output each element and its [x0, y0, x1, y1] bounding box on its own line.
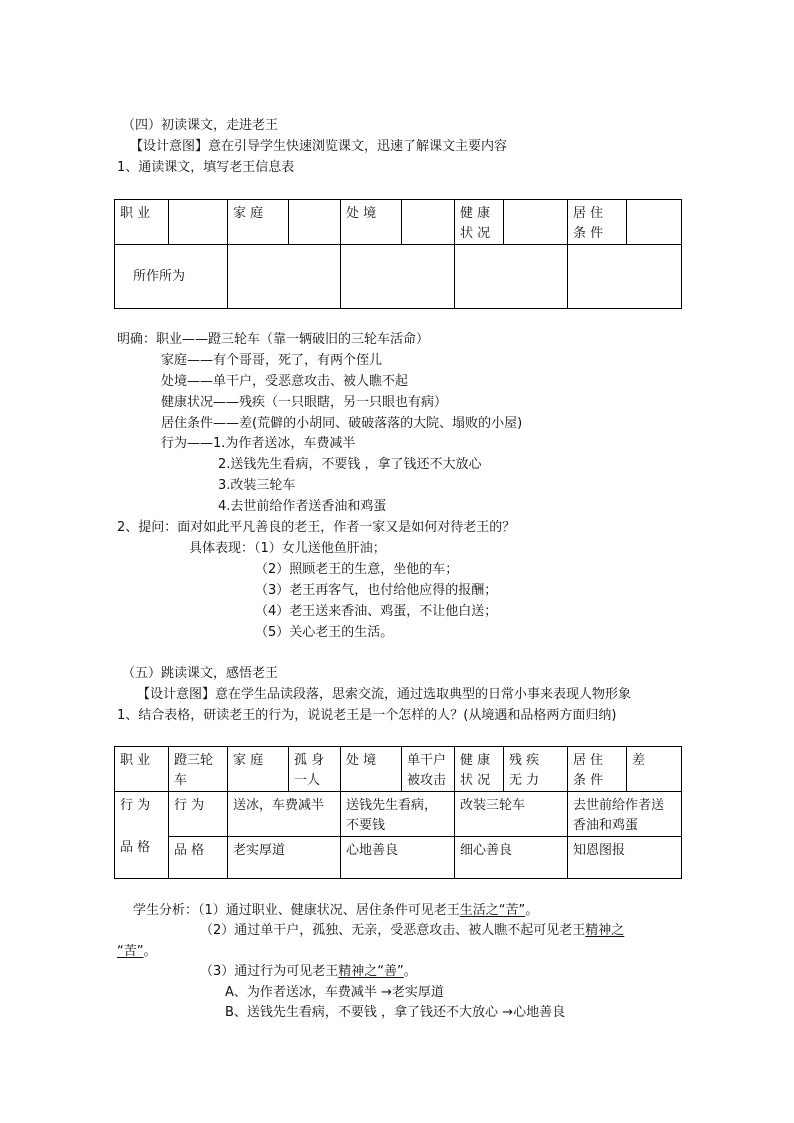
t1-cell-living: 居 住 条 件	[568, 200, 627, 245]
analysis-line-3	[117, 945, 157, 958]
analysis-line-1	[133, 904, 538, 917]
t2-cell-living-value: 差	[627, 747, 682, 792]
analysis-emphasis: 精神之“善”	[338, 964, 404, 979]
analysis-text: 。	[403, 964, 417, 979]
t1-cell-empty	[228, 245, 341, 309]
info-table-1	[114, 199, 682, 309]
t1-cell-actions-label: 所作所为	[115, 245, 228, 309]
t1-cell-empty	[504, 200, 568, 245]
t1-cell-empty	[289, 200, 341, 245]
t1-cell-empty	[568, 245, 682, 309]
t1-cell-occupation: 职 业	[115, 200, 169, 245]
answer-line: 居住条件——差(荒僻的小胡同、破破落落的大院、塌败的小屋)	[161, 416, 523, 431]
section4-task1: 1、通读课文，填写老王信息表	[117, 160, 295, 175]
t2-cell-action: 送钱先生看病， 不要钱	[341, 792, 455, 837]
analysis-line-4	[200, 965, 417, 978]
question2-title: 2、提问：面对如此平凡善良的老王，作者一家又是如何对待老王的？	[117, 520, 516, 535]
t2-cell-character: 细心善良	[455, 837, 568, 879]
t2-cell-character: 老实厚道	[228, 837, 341, 879]
analysis-text: （2）通过单干户，孤独、无亲，受恶意攻击、被人瞧不起可见老王	[200, 923, 586, 938]
section5-design-intent	[137, 688, 631, 701]
question2-item: （3）老王再客气，也付给他应得的报酬；	[255, 583, 498, 598]
answer-line: 3.改装三轮车	[218, 478, 296, 493]
t2-cell-action: 送冰，车费减半	[228, 792, 341, 837]
analysis-text: 。	[143, 944, 157, 959]
question2-item: （4）老王送来香油、鸡蛋，不让他白送；	[255, 604, 498, 619]
answer-line: 明确：职业——蹬三轮车（靠一辆破旧的三轮车活命）	[117, 332, 430, 347]
answer-line: 家庭——有个哥哥，死了，有两个侄儿	[161, 353, 383, 368]
t2-cell-character-label: 品 格	[169, 837, 228, 879]
design-intent-text: 意在引导学生快速浏览课文，迅速了解课文主要内容	[208, 139, 508, 154]
design-intent-tag: 【设计意图】	[130, 139, 209, 154]
answer-line: 处境——单干户，受恶意攻击、被人瞧不起	[161, 374, 409, 389]
answer-line: 行为——1.为作者送冰，车费减半	[161, 436, 356, 451]
section4-heading: （四）初读课文，走进老王	[122, 118, 279, 133]
analysis-text: 。	[525, 903, 539, 918]
design-intent-text: 意在学生品读段落，思索交流，通过选取典型的日常小事来表现人物形象	[215, 687, 632, 702]
answer-line: 健康状况——残疾（一只眼瞎，另一只眼也有病）	[161, 395, 448, 410]
t2-cell-character: 知恩图报	[568, 837, 682, 879]
answer-line: 4.去世前给作者送香油和鸡蛋	[218, 499, 387, 514]
t2-cell-living: 居 住 条 件	[568, 747, 627, 792]
t1-cell-situation: 处 境	[341, 200, 402, 245]
question2-lead: 具体表现：（1）女儿送他鱼肝油；	[189, 541, 386, 556]
analysis-text: 学生分析：（1）通过职业、健康状况、居住条件可见老王	[133, 903, 460, 918]
info-table-2	[114, 746, 682, 879]
t2-side-label-actions: 行 为	[120, 798, 151, 813]
section5-heading: （五）跳读课文，感悟老王	[122, 666, 279, 681]
t1-cell-empty	[455, 245, 568, 309]
t2-cell-health: 健 康 状 况	[455, 747, 504, 792]
analysis-emphasis: 精神之	[585, 923, 625, 938]
section4-design-intent	[130, 140, 507, 153]
t2-side-labels	[115, 792, 169, 879]
t1-cell-empty	[169, 200, 228, 245]
t2-cell-occupation-value: 蹬三轮 车	[169, 747, 228, 792]
analysis-line-2	[200, 924, 624, 937]
question2-item: （5）关心老王的生活。	[255, 625, 394, 640]
t2-cell-family: 家 庭	[228, 747, 289, 792]
t1-cell-empty	[402, 200, 455, 245]
design-intent-tag: 【设计意图】	[137, 687, 216, 702]
t1-cell-empty	[627, 200, 682, 245]
t1-cell-empty	[341, 245, 455, 309]
t2-cell-health-value: 残 疾 无 力	[504, 747, 568, 792]
t2-cell-situation: 处 境	[341, 747, 402, 792]
t2-cell-action: 去世前给作者送 香油和鸡蛋	[568, 792, 682, 837]
question2-item: （2）照顾老王的生意，坐他的车；	[255, 562, 459, 577]
t2-side-label-character: 品 格	[120, 840, 151, 855]
t2-cell-actions-label: 行 为	[169, 792, 228, 837]
analysis-emphasis: “苦”	[117, 944, 144, 959]
t2-cell-situation-value: 单干户 被攻击	[402, 747, 455, 792]
t1-cell-health: 健 康 状 况	[455, 200, 504, 245]
analysis-line-5: A、为作者送冰，车费减半 →老实厚道	[225, 985, 444, 1000]
analysis-line-6: B、送钱先生看病，不要钱 ，拿了钱还不大放心 →心地善良	[225, 1005, 566, 1020]
analysis-emphasis: 生活之“苦”	[459, 903, 526, 918]
t2-cell-character: 心地善良	[341, 837, 455, 879]
t2-cell-family-value: 孤 身 一人	[289, 747, 341, 792]
t1-cell-family: 家 庭	[228, 200, 289, 245]
t2-cell-action: 改装三轮车	[455, 792, 568, 837]
answer-line: 2.送钱先生看病，不要钱 ，拿了钱还不大放心	[218, 457, 482, 472]
section5-task1: 1、结合表格，研读老王的行为，说说老王是一个怎样的人？(从境遇和品格两方面归纳)	[117, 708, 617, 723]
analysis-text: （3）通过行为可见老王	[200, 964, 339, 979]
t2-cell-occupation: 职 业	[115, 747, 169, 792]
